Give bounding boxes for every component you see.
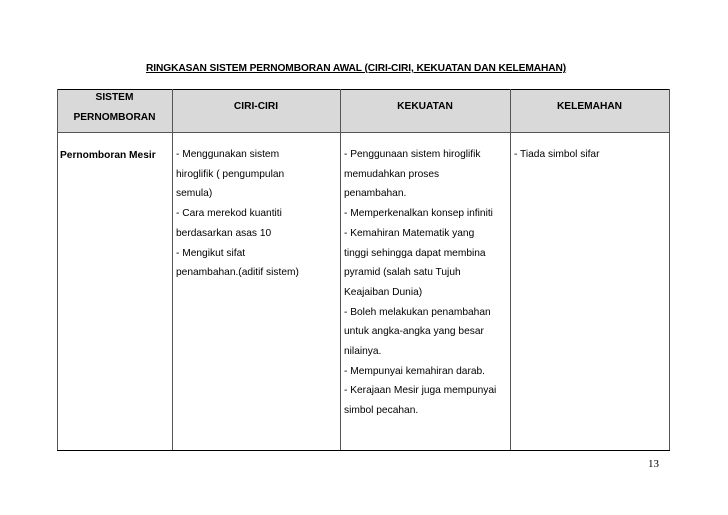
kekuatan-line: nilainya. xyxy=(344,346,382,358)
header-sistem-2 xyxy=(57,112,172,123)
kekuatan-line: - Kemahiran Matematik yang xyxy=(344,227,475,239)
kekuatan-line: simbol pecahan. xyxy=(344,405,419,417)
kekuatan-cell xyxy=(344,145,509,421)
kekuatan-line: memudahkan proses xyxy=(344,168,440,180)
header-ciri: CIRI-CIRI xyxy=(233,101,279,112)
table-border-left xyxy=(57,89,58,450)
page-number: 13 xyxy=(648,458,659,470)
header-sistem-line2: PERNOMBORAN xyxy=(73,112,156,123)
header-sistem-line1: SISTEM xyxy=(95,92,134,103)
kekuatan-line: - Penggunaan sistem hiroglifik xyxy=(344,149,481,160)
ciri-line: hiroglifik ( pengumpulan xyxy=(176,168,285,180)
column-divider-2 xyxy=(340,89,341,450)
ciri-line: - Menggunakan sistem xyxy=(176,149,280,160)
ciri-line: semula) xyxy=(176,188,213,200)
header-kelemahan: KELEMAHAN xyxy=(556,101,623,112)
kelemahan-cell xyxy=(514,145,664,165)
kekuatan-line: pyramid (salah satu Tujuh xyxy=(344,267,461,279)
kekuatan-line: tinggi sehingga dapat membina xyxy=(344,247,486,259)
kekuatan-line: untuk angka-angka yang besar xyxy=(344,326,484,338)
kekuatan-line: - Kerajaan Mesir juga mempunyai xyxy=(344,385,497,397)
ciri-line: berdasarkan asas 10 xyxy=(176,227,272,239)
kekuatan-line: - Mempunyai kemahiran darab. xyxy=(344,365,485,377)
ciri-line: penambahan.(aditif sistem) xyxy=(176,267,299,279)
column-divider-1 xyxy=(172,89,173,450)
header-kekuatan: KEKUATAN xyxy=(397,101,453,112)
ciri-line: - Cara merekod kuantiti xyxy=(176,208,282,220)
kekuatan-line: - Boleh melakukan penambahan xyxy=(344,306,491,318)
header-sistem xyxy=(57,92,172,103)
kekuatan-line: - Memperkenalkan konsep infiniti xyxy=(344,208,493,220)
ciri-line: - Mengikut sifat xyxy=(176,247,246,259)
table-border-right xyxy=(669,89,670,450)
row-sistem-name: Pernomboran Mesir xyxy=(60,150,156,161)
kekuatan-line: penambahan. xyxy=(344,188,407,200)
kelemahan-line: - Tiada simbol sifar xyxy=(514,149,600,160)
ciri-cell xyxy=(176,145,331,283)
document-title: RINGKASAN SISTEM PERNOMBORAN AWAL (CIRI-CIRI, KEKUATAN DAN KELEMAHAN) xyxy=(146,63,567,74)
kekuatan-line: Keajaiban Dunia) xyxy=(344,286,423,298)
column-divider-3 xyxy=(510,89,511,450)
